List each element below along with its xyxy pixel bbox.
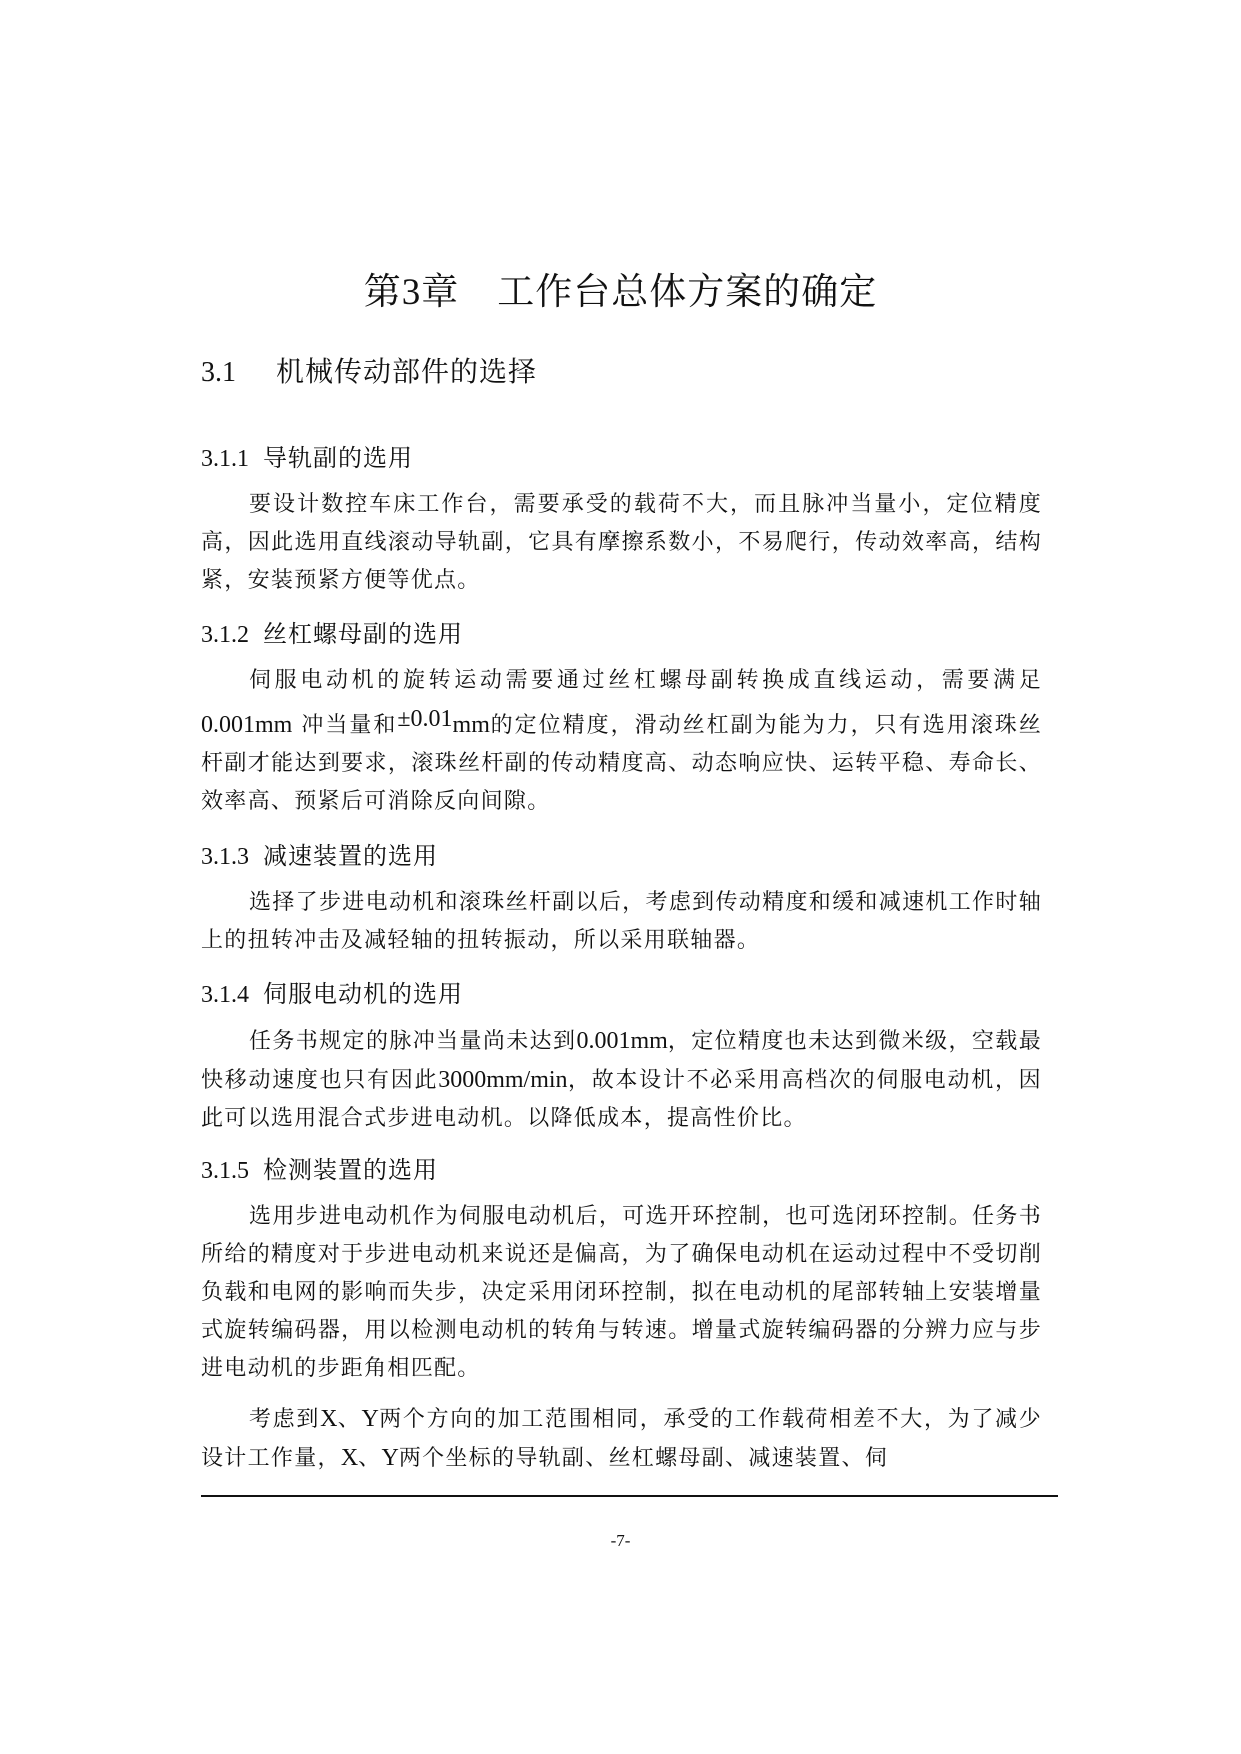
paragraph: [201, 1400, 1042, 1478]
subsection-title: 减速装置的选用: [263, 842, 438, 870]
subsection-heading: [201, 616, 463, 653]
page-number: -7-: [610, 1531, 631, 1550]
chapter-title: [0, 266, 1241, 319]
section-number: 3.1: [201, 357, 236, 388]
subsection-heading: [201, 440, 413, 477]
paragraph-text: ，定位精度也未达到微米级，空载最快移动速度也只有因此: [201, 1029, 1042, 1093]
section-heading: [201, 352, 537, 393]
paragraph: 选择了步进电动机和滚珠丝杆副以后，考虑到传动精度和缓和减速机工作时轴上的扭转冲击及减轻轴的扭转振动，所以采用联轴器。: [201, 890, 1042, 953]
plus-minus-sign: ±: [397, 706, 411, 732]
paragraph: [201, 662, 1042, 821]
axis-x-label: X: [320, 1406, 338, 1432]
paragraph-text: 两个坐标的导轨副、丝杠螺母副、减速装置、伺: [398, 1446, 889, 1471]
subsection-number: 3.1.1: [201, 446, 249, 472]
chapter-number: 第3章: [363, 272, 460, 313]
subsection-number: 3.1.2: [201, 622, 249, 648]
paragraph-text: 伺服电动机的旋转运动需要通过丝杠螺母副转换成直线运动，需要满足: [249, 668, 1042, 693]
paragraph-text: 考虑到: [249, 1407, 321, 1432]
paragraph-text: ，故本设计不必采用高档次的伺服电动机，因此可以选用混合式步进电动机。以降低成本，提高性价比。: [201, 1068, 1042, 1131]
max-speed-value: 3000mm/min: [438, 1067, 568, 1093]
tolerance-unit: mm: [452, 712, 490, 738]
subsection-number: 3.1.5: [201, 1158, 249, 1184]
axis-y-label: Y: [381, 1445, 399, 1471]
paragraph: 选用步进电动机作为伺服电动机后，可选开环控制，也可选闭环控制。任务书所给的精度对于步进电动机来说还是偏高，为了确保电动机在运动过程中不受切削负载和电网的影响而失步，决定采用闭环控制，拟在电动机的尾部转轴上安装增量式旋转编码器，用以检测电动机的转角与转速。增量式旋转编码器的分辨力应与步进电动机的步距角相匹配。: [201, 1204, 1042, 1381]
paragraph: 要设计数控车床工作台，需要承受的载荷不大，而且脉冲当量小，定位精度高，因此选用直线滚动导轨副，它具有摩擦系数小，不易爬行，传动效率高，结构紧，安装预紧方便等优点。: [201, 492, 1042, 593]
pulse-equivalent-value: 0.001mm: [201, 712, 293, 738]
subsection-title: 导轨副的选用: [263, 444, 413, 472]
subsection-number: 3.1.3: [201, 844, 249, 870]
subsection-title: 丝杠螺母副的选用: [263, 620, 463, 648]
paragraph-text: 的定位精度，滑动丝杠副为能为力，只有选用滚珠丝杆副才能达到要求，滚珠丝杆副的传动精度高、动态响应快、运转平稳、寿命长、效率高、预紧后可消除反向间隙。: [201, 713, 1043, 814]
separator: 、: [358, 1446, 382, 1471]
section-title-text: 机械传动部件的选择: [276, 355, 538, 388]
axis-y-label: Y: [361, 1406, 379, 1432]
subsection-number: 3.1.4: [201, 982, 249, 1008]
subsection-title: 伺服电动机的选用: [263, 980, 463, 1008]
axis-x-label: X: [340, 1445, 359, 1471]
tolerance-value: 0.01: [410, 706, 453, 732]
separator: 、: [337, 1407, 362, 1432]
subsection-title: 检测装置的选用: [263, 1156, 438, 1184]
footer-divider: [201, 1495, 1058, 1497]
paragraph-text: 任务书规定的脉冲当量尚未达到: [249, 1029, 577, 1054]
paragraph-text: 两个方向的加工范围相同，承受的工作载荷相差不大，为了减少设计工作量，: [201, 1407, 1042, 1471]
pulse-equivalent-value: 0.001mm: [576, 1028, 668, 1054]
subsection-heading: [201, 1152, 438, 1189]
paragraph-text: 冲当量和: [301, 713, 398, 738]
paragraph: [201, 1022, 1042, 1138]
subsection-heading: [201, 838, 438, 875]
chapter-title-text: 工作台总体方案的确定: [497, 270, 878, 313]
subsection-heading: [201, 976, 463, 1013]
